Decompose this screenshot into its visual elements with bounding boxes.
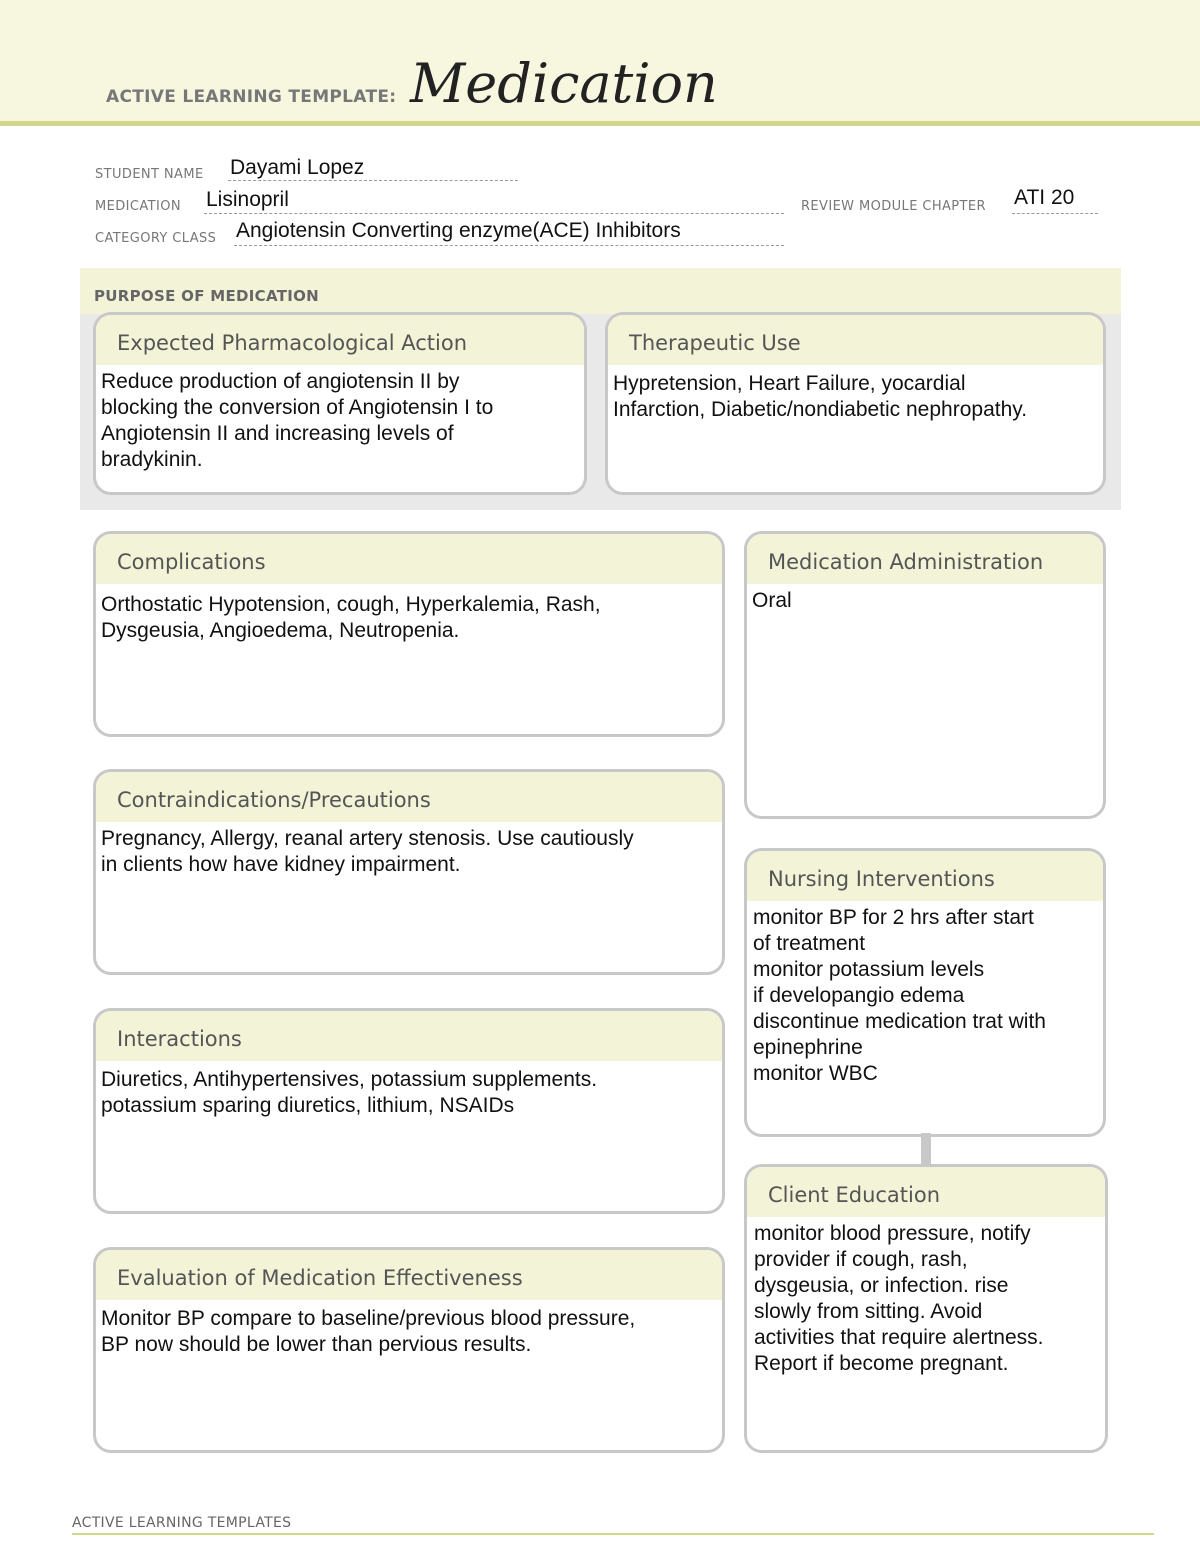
category-class-line [234, 245, 784, 246]
header-rule [0, 121, 1200, 126]
nursing-interventions-text[interactable]: monitor BP for 2 hrs after start of treatment monitor potassium levels if developangio edema discontinue medication trat with epinephrine monitor WBC [753, 906, 1046, 1085]
therapeutic-use-title: Therapeutic Use [608, 315, 1103, 365]
complications-card [93, 531, 725, 737]
evaluation-text[interactable]: Monitor BP compare to baseline/previous blood pressure, BP now should be lower than pervious results. [101, 1307, 636, 1356]
expected-action-title: Expected Pharmacological Action [96, 315, 584, 365]
therapeutic-use-text[interactable]: Hypretension, Heart Failure, yocardial Infarction, Diabetic/nondiabetic nephropathy. [613, 372, 1028, 421]
card-connector [921, 1133, 931, 1167]
interactions-text[interactable]: Diuretics, Antihypertensives, potassium supplements. potassium sparing diuretics, lithium, NSAIDs [101, 1068, 598, 1117]
contraindications-card [93, 769, 725, 975]
template-label: ACTIVE LEARNING TEMPLATE: [106, 87, 397, 107]
administration-text[interactable]: Oral [752, 589, 792, 612]
administration-title: Medication Administration [747, 534, 1103, 584]
purpose-label: PURPOSE OF MEDICATION [94, 287, 320, 305]
student-name-label: STUDENT NAME [95, 167, 204, 182]
review-module-line [1012, 213, 1098, 214]
footer-rule [72, 1533, 1154, 1535]
nursing-interventions-title: Nursing Interventions [747, 851, 1103, 901]
page-title: Medication [410, 52, 718, 115]
contraindications-text[interactable]: Pregnancy, Allergy, reanal artery stenosis. Use cautiously in clients how have kidney impairment. [101, 827, 634, 876]
administration-card [744, 531, 1106, 819]
evaluation-card [93, 1247, 725, 1453]
contraindications-title: Contraindications/Precautions [96, 772, 722, 822]
complications-text[interactable]: Orthostatic Hypotension, cough, Hyperkalemia, Rash, Dysgeusia, Angioedema, Neutropenia. [101, 593, 601, 642]
expected-action-card [93, 312, 587, 495]
expected-action-text[interactable]: Reduce production of angiotensin II by blocking the conversion of Angiotensin I to Angiotensin II and increasing levels of bradykinin. [101, 370, 494, 471]
evaluation-title: Evaluation of Medication Effectiveness [96, 1250, 722, 1300]
interactions-card [93, 1008, 725, 1214]
category-class-field[interactable]: Angiotensin Converting enzyme(ACE) Inhibitors [236, 219, 681, 242]
student-name-field[interactable]: Dayami Lopez [230, 156, 365, 179]
review-module-label: REVIEW MODULE CHAPTER [801, 199, 986, 214]
therapeutic-use-card [605, 312, 1106, 495]
medication-line [204, 213, 784, 214]
footer-label: ACTIVE LEARNING TEMPLATES [72, 1515, 292, 1531]
review-module-field[interactable]: ATI 20 [1014, 186, 1075, 209]
complications-title: Complications [96, 534, 722, 584]
client-education-title: Client Education [747, 1167, 1105, 1217]
student-name-line [228, 180, 518, 181]
category-class-label: CATEGORY CLASS [95, 231, 217, 246]
client-education-card [744, 1164, 1108, 1453]
client-education-text[interactable]: monitor blood pressure, notify provider if cough, rash, dysgeusia, or infection. rise slowly from sitting. Avoid activities that require alertness. Report if become pregnant. [754, 1222, 1044, 1375]
medication-field[interactable]: Lisinopril [206, 188, 289, 211]
interactions-title: Interactions [96, 1011, 722, 1061]
nursing-interventions-card [744, 848, 1106, 1137]
medication-label: MEDICATION [95, 199, 181, 214]
